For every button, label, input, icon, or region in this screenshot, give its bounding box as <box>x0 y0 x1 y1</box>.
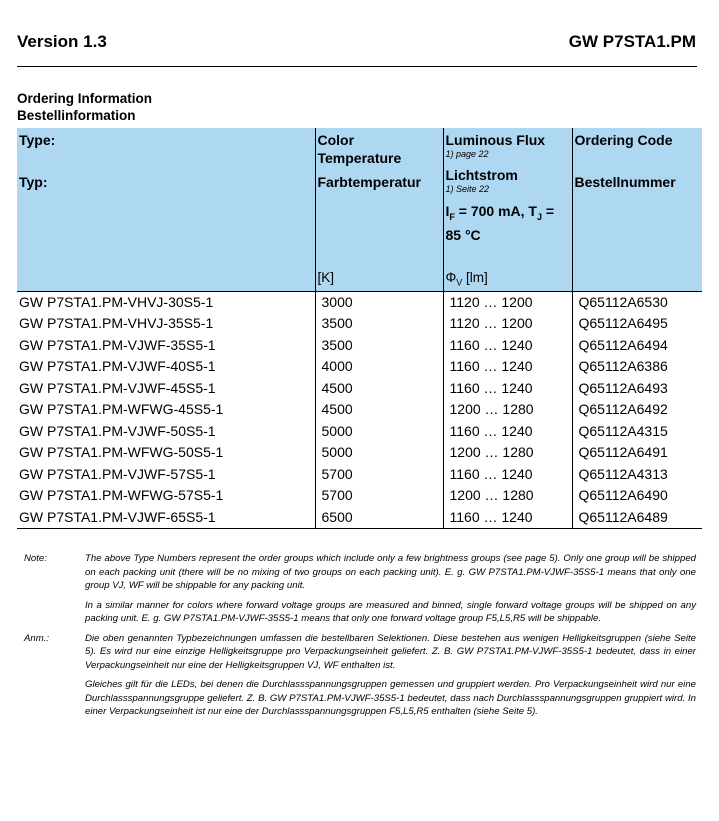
ordering-code-cell: Q65112A6530 <box>572 291 702 313</box>
header-type <box>17 128 315 267</box>
luminous-flux-cell: 1200 … 1280 <box>443 442 572 464</box>
type-cell: GW P7STA1.PM-WFWG-45S5-1 <box>19 401 224 418</box>
table-row <box>17 507 702 529</box>
table-row <box>17 442 702 464</box>
type-cell: GW P7STA1.PM-WFWG-57S5-1 <box>19 487 224 504</box>
ordering-code-cell: Q65112A4313 <box>572 464 702 486</box>
color-temperature-cell: 5700 <box>315 464 443 486</box>
document-version: Version 1.3 <box>17 32 107 51</box>
color-temperature-cell: 3500 <box>315 313 443 335</box>
type-cell: GW P7STA1.PM-VJWF-40S5-1 <box>19 358 216 375</box>
ordering-code-cell: Q65112A6490 <box>572 485 702 507</box>
table-row <box>17 485 702 507</box>
table-header-row <box>17 128 702 267</box>
table-row <box>17 335 702 357</box>
header-temp <box>315 128 443 267</box>
ordering-code-cell: Q65112A6386 <box>572 356 702 378</box>
product-name: GW P7STA1.PM <box>568 32 696 51</box>
note-paragraph-1: The above Type Numbers represent the order groups which include only a few brightness groups (see page 5). Only one group will be shipped on each packing unit (there will be no mixing of two groups on each packing unit). E. g. GW P7STA1.PM-VJWF-35S5-1 means that only one group VJ, WF will be shippable for any packing unit. <box>85 553 696 591</box>
anm-paragraph-2: Gleiches gilt für die LEDs, bei denen die Durchlassspannungsgruppen gemessen und gruppiert werden. Pro Verpackungseinheit wird nur eine Durchlassspannungsgruppe geliefert. Z. B. GW P7STA1.PM-VJWF-35S5-1 bedeutet, dass nach Durchlassspannungsgruppen gruppiert wird. In einer Verpackungseinheit ist nur eine der Durchlassspannungsgruppen F5,L5,R5 enthalten (siehe Seite 5). <box>85 679 696 717</box>
ordering-code-cell: Q65112A6494 <box>572 335 702 357</box>
color-temperature-cell: 5000 <box>315 421 443 443</box>
header-temp-en: Color Temperature <box>317 132 402 166</box>
section-title-en: Ordering Information <box>17 91 152 106</box>
luminous-flux-cell: 1160 … 1240 <box>443 378 572 400</box>
type-cell: GW P7STA1.PM-VJWF-45S5-1 <box>19 379 216 396</box>
note-paragraph-2: In a similar manner for colors where forward voltage groups are measured and binned, single forward voltage groups will be shipped on any packing unit. E. g. GW P7STA1.PM-VJWF-35S5-1 means that only one forward voltage group F5,L5,R5 will be shippable. <box>85 599 696 624</box>
type-cell: GW P7STA1.PM-WFWG-50S5-1 <box>19 444 224 461</box>
anm-paragraph-1: Die oben genannten Typbezeichnungen umfassen die bestellbaren Selektionen. Diese bestehen aus wenigen Helligkeitsgruppen (siehe Seite 5). Es wird nur eine einzige Helligkeitsgruppe pro Verpackungseinheit geliefert. Z. B. GW P7STA1.PM-VJWF-35S5-1 bedeutet, dass in einer Verpackungseinheit nur eine der Helligkeitsgruppen VJ, WF enthalten ist. <box>85 632 696 671</box>
type-cell: GW P7STA1.PM-VJWF-35S5-1 <box>19 336 216 353</box>
table-row <box>17 399 702 421</box>
header-code-en: Ordering Code <box>574 132 673 148</box>
ordering-code-cell: Q65112A6489 <box>572 507 702 529</box>
ordering-code-cell: Q65112A6492 <box>572 399 702 421</box>
color-temperature-cell: 4000 <box>315 356 443 378</box>
header-divider <box>17 66 697 67</box>
color-temperature-cell: 4500 <box>315 378 443 400</box>
section-title <box>17 90 152 124</box>
color-temperature-cell: 5700 <box>315 485 443 507</box>
type-cell: GW P7STA1.PM-VHVJ-35S5-1 <box>19 315 214 332</box>
header-type-en: Type: <box>19 132 56 148</box>
color-temperature-cell: 4500 <box>315 399 443 421</box>
header-type-de: Typ: <box>19 174 48 190</box>
color-temperature-cell: 6500 <box>315 507 443 529</box>
luminous-flux-cell: 1120 … 1200 <box>443 291 572 313</box>
table-unit-row <box>17 267 702 291</box>
table-row <box>17 421 702 443</box>
note-en <box>24 552 696 632</box>
table-row <box>17 356 702 378</box>
ordering-code-cell: Q65112A6495 <box>572 313 702 335</box>
header-flux-en: Luminous Flux <box>445 132 546 148</box>
header-flux-unit: $\Phi_V$ [lm] <box>443 267 572 291</box>
header-code-de: Bestellnummer <box>574 174 676 190</box>
ordering-table <box>17 128 702 529</box>
header-temp-de: Farbtemperatur <box>317 174 421 190</box>
ordering-code-cell: Q65112A4315 <box>572 421 702 443</box>
ordering-code-cell: Q65112A6491 <box>572 442 702 464</box>
luminous-flux-cell: 1160 … 1240 <box>443 464 572 486</box>
color-temperature-cell: 3000 <box>315 291 443 313</box>
note-label: Note: <box>24 553 47 564</box>
color-temperature-cell: 3500 <box>315 335 443 357</box>
table-row <box>17 378 702 400</box>
table-row <box>17 291 702 313</box>
section-title-de: Bestellinformation <box>17 108 136 123</box>
header-code <box>572 128 702 267</box>
type-cell: GW P7STA1.PM-VJWF-57S5-1 <box>19 465 216 482</box>
table-row <box>17 313 702 335</box>
note-de <box>24 632 696 725</box>
header-temp-unit: [K] <box>315 267 443 291</box>
luminous-flux-cell: 1120 … 1200 <box>443 313 572 335</box>
header-flux-ref-en: 1) page 22 <box>445 149 489 159</box>
luminous-flux-cell: 1200 … 1280 <box>443 399 572 421</box>
type-cell: GW P7STA1.PM-VJWF-50S5-1 <box>19 422 216 439</box>
luminous-flux-cell: 1160 … 1240 <box>443 335 572 357</box>
ordering-code-cell: Q65112A6493 <box>572 378 702 400</box>
header-flux-condition: $I_F = 700$ mA, $T_J$ = 85 °C <box>445 203 555 243</box>
color-temperature-cell: 5000 <box>315 442 443 464</box>
luminous-flux-cell: 1200 … 1280 <box>443 485 572 507</box>
luminous-flux-cell: 1160 … 1240 <box>443 507 572 529</box>
table-row <box>17 464 702 486</box>
anm-label: Anm.: <box>24 632 50 644</box>
type-cell: GW P7STA1.PM-VHVJ-30S5-1 <box>19 293 214 310</box>
header-flux <box>443 128 572 267</box>
luminous-flux-cell: 1160 … 1240 <box>443 421 572 443</box>
luminous-flux-cell: 1160 … 1240 <box>443 356 572 378</box>
type-cell: GW P7STA1.PM-VJWF-65S5-1 <box>17 507 315 529</box>
header-flux-de: Lichtstrom <box>445 167 518 183</box>
header-flux-ref-de: 1) Seite 22 <box>445 184 490 194</box>
notes-section <box>24 552 696 725</box>
